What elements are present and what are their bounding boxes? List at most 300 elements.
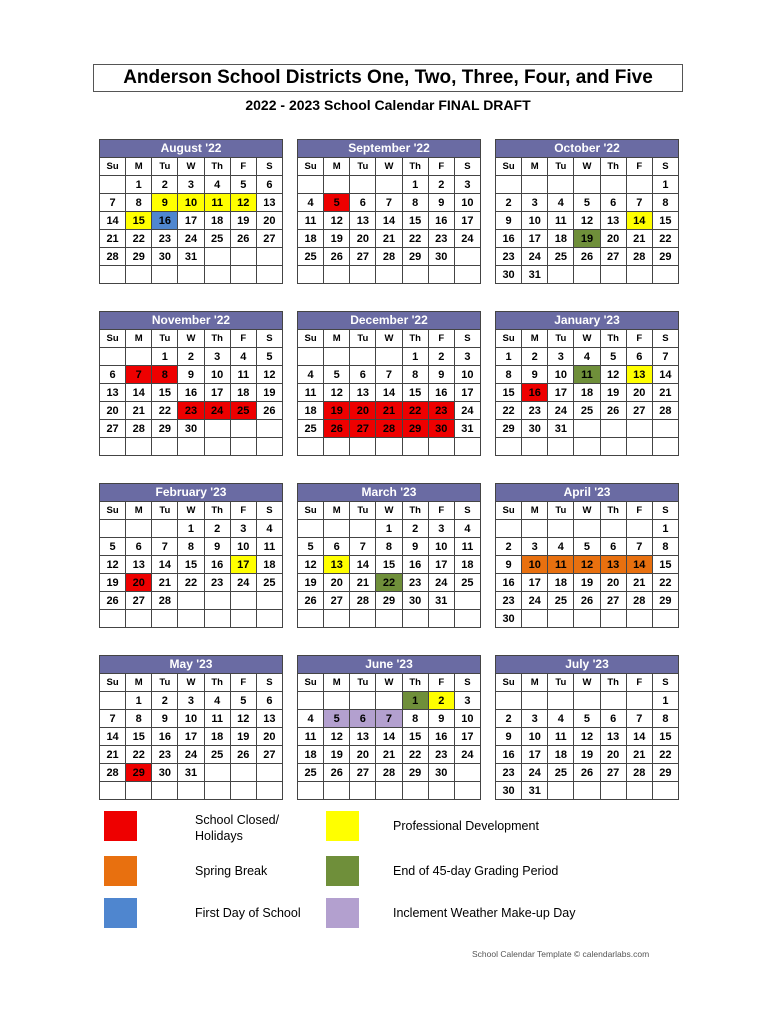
empty-cell xyxy=(496,176,522,194)
weekday-header: Su xyxy=(496,502,522,520)
weekday-header: Th xyxy=(204,674,230,692)
day-cell: 14 xyxy=(126,384,152,402)
day-cell: 15 xyxy=(652,728,678,746)
empty-cell xyxy=(402,438,428,456)
day-cell: 1 xyxy=(652,176,678,194)
day-cell: 3 xyxy=(454,176,480,194)
day-cell: 27 xyxy=(600,764,626,782)
day-cell: 28 xyxy=(376,764,402,782)
day-cell: 28 xyxy=(626,248,652,266)
empty-cell xyxy=(100,782,126,800)
day-cell: 14 xyxy=(100,728,126,746)
day-cell: 12 xyxy=(574,212,600,230)
weekday-header: W xyxy=(574,674,600,692)
day-cell: 25 xyxy=(548,592,574,610)
day-cell: 24 xyxy=(522,764,548,782)
month-header: February '23 xyxy=(99,483,283,501)
day-cell: 28 xyxy=(626,592,652,610)
empty-cell xyxy=(600,266,626,284)
day-cell: 23 xyxy=(496,592,522,610)
day-cell: 6 xyxy=(600,194,626,212)
legend-label: End of 45-day Grading Period xyxy=(393,864,559,878)
weekday-header: Tu xyxy=(548,158,574,176)
empty-cell xyxy=(522,438,548,456)
legend-label: First Day of School xyxy=(195,906,301,920)
day-cell: 9 xyxy=(496,728,522,746)
day-cell: 3 xyxy=(454,348,480,366)
day-cell: 12 xyxy=(230,710,256,728)
day-cell: 7 xyxy=(626,538,652,556)
day-cell: 11 xyxy=(574,366,600,384)
weekday-header: Th xyxy=(402,158,428,176)
weekday-header: Th xyxy=(402,330,428,348)
empty-cell xyxy=(402,266,428,284)
weekday-header: M xyxy=(522,674,548,692)
empty-cell xyxy=(298,610,324,628)
weekday-header: F xyxy=(626,330,652,348)
day-cell: 19 xyxy=(230,728,256,746)
day-cell: 4 xyxy=(230,348,256,366)
day-cell: 9 xyxy=(428,366,454,384)
day-cell: 31 xyxy=(548,420,574,438)
empty-cell xyxy=(324,610,350,628)
day-cell: 19 xyxy=(324,746,350,764)
empty-cell xyxy=(600,420,626,438)
weekday-header: F xyxy=(230,674,256,692)
empty-cell xyxy=(522,520,548,538)
day-cell: 8 xyxy=(652,194,678,212)
day-cell: 27 xyxy=(350,764,376,782)
empty-cell xyxy=(256,266,282,284)
empty-cell xyxy=(100,176,126,194)
weekday-header: W xyxy=(574,502,600,520)
day-cell: 8 xyxy=(652,710,678,728)
empty-cell xyxy=(454,610,480,628)
day-cell: 20 xyxy=(350,746,376,764)
day-cell: 9 xyxy=(428,710,454,728)
day-cell: 15 xyxy=(152,384,178,402)
day-cell: 5 xyxy=(574,710,600,728)
weekday-header: Tu xyxy=(152,674,178,692)
day-cell: 30 xyxy=(178,420,204,438)
day-cell: 5 xyxy=(324,194,350,212)
day-cell: 28 xyxy=(652,402,678,420)
day-cell: 6 xyxy=(126,538,152,556)
month-grid xyxy=(99,329,283,456)
day-cell: 30 xyxy=(402,592,428,610)
day-cell: 31 xyxy=(178,764,204,782)
day-cell: 6 xyxy=(100,366,126,384)
weekday-header: Th xyxy=(402,674,428,692)
day-cell: 14 xyxy=(376,384,402,402)
empty-cell xyxy=(600,610,626,628)
weekday-header: M xyxy=(324,158,350,176)
weekday-header: Tu xyxy=(152,502,178,520)
day-cell: 29 xyxy=(496,420,522,438)
day-cell: 31 xyxy=(522,782,548,800)
empty-cell xyxy=(230,592,256,610)
weekday-header: W xyxy=(574,158,600,176)
month-calendar xyxy=(99,655,283,800)
day-cell: 25 xyxy=(230,402,256,420)
empty-cell xyxy=(454,592,480,610)
empty-cell xyxy=(350,266,376,284)
empty-cell xyxy=(350,176,376,194)
weekday-header: Su xyxy=(100,674,126,692)
day-cell: 7 xyxy=(376,366,402,384)
day-cell: 19 xyxy=(574,574,600,592)
day-cell: 22 xyxy=(152,402,178,420)
day-cell: 10 xyxy=(178,194,204,212)
day-cell: 14 xyxy=(350,556,376,574)
day-cell: 3 xyxy=(454,692,480,710)
day-cell: 31 xyxy=(428,592,454,610)
empty-cell xyxy=(298,348,324,366)
empty-cell xyxy=(574,610,600,628)
day-cell: 14 xyxy=(152,556,178,574)
day-cell: 4 xyxy=(204,692,230,710)
empty-cell xyxy=(600,692,626,710)
day-cell: 7 xyxy=(350,538,376,556)
empty-cell xyxy=(626,438,652,456)
day-cell: 7 xyxy=(376,194,402,212)
day-cell: 16 xyxy=(428,728,454,746)
month-grid xyxy=(495,329,679,456)
empty-cell xyxy=(548,610,574,628)
day-cell: 2 xyxy=(204,520,230,538)
weekday-header: Tu xyxy=(548,674,574,692)
weekday-header: S xyxy=(256,674,282,692)
empty-cell xyxy=(600,782,626,800)
empty-cell xyxy=(600,438,626,456)
empty-cell xyxy=(626,266,652,284)
weekday-header: F xyxy=(626,674,652,692)
day-cell: 22 xyxy=(402,746,428,764)
day-cell: 28 xyxy=(626,764,652,782)
day-cell: 17 xyxy=(454,212,480,230)
legend-label: School Closed/ Holidays xyxy=(195,813,280,843)
day-cell: 7 xyxy=(126,366,152,384)
day-cell: 19 xyxy=(324,402,350,420)
empty-cell xyxy=(324,348,350,366)
day-cell: 11 xyxy=(298,384,324,402)
day-cell: 21 xyxy=(652,384,678,402)
empty-cell xyxy=(350,520,376,538)
empty-cell xyxy=(204,420,230,438)
day-cell: 12 xyxy=(100,556,126,574)
day-cell: 10 xyxy=(454,194,480,212)
weekday-header: F xyxy=(230,502,256,520)
weekday-header: W xyxy=(376,330,402,348)
day-cell: 24 xyxy=(454,402,480,420)
day-cell: 3 xyxy=(230,520,256,538)
empty-cell xyxy=(454,248,480,266)
legend-swatch xyxy=(104,898,137,928)
weekday-header: Th xyxy=(600,674,626,692)
day-cell: 2 xyxy=(496,710,522,728)
day-cell: 26 xyxy=(574,592,600,610)
day-cell: 12 xyxy=(230,194,256,212)
empty-cell xyxy=(324,438,350,456)
day-cell: 13 xyxy=(324,556,350,574)
day-cell: 26 xyxy=(324,420,350,438)
day-cell: 26 xyxy=(600,402,626,420)
day-cell: 11 xyxy=(230,366,256,384)
day-cell: 9 xyxy=(152,194,178,212)
day-cell: 13 xyxy=(600,556,626,574)
day-cell: 10 xyxy=(522,556,548,574)
empty-cell xyxy=(428,610,454,628)
month-calendar xyxy=(297,655,481,800)
weekday-header: Th xyxy=(204,330,230,348)
day-cell: 28 xyxy=(376,248,402,266)
empty-cell xyxy=(402,610,428,628)
empty-cell xyxy=(178,782,204,800)
day-cell: 23 xyxy=(428,230,454,248)
weekday-header: M xyxy=(522,158,548,176)
month-header: July '23 xyxy=(495,655,679,673)
day-cell: 13 xyxy=(350,212,376,230)
day-cell: 20 xyxy=(256,728,282,746)
empty-cell xyxy=(548,782,574,800)
empty-cell xyxy=(522,692,548,710)
day-cell: 5 xyxy=(600,348,626,366)
weekday-header: Su xyxy=(298,502,324,520)
legend-swatch xyxy=(326,898,359,928)
day-cell: 21 xyxy=(376,230,402,248)
empty-cell xyxy=(178,438,204,456)
month-calendar xyxy=(495,655,679,800)
month-grid xyxy=(495,673,679,800)
day-cell: 29 xyxy=(652,248,678,266)
day-cell: 26 xyxy=(230,230,256,248)
day-cell: 9 xyxy=(496,212,522,230)
day-cell: 10 xyxy=(522,212,548,230)
empty-cell xyxy=(496,692,522,710)
day-cell: 20 xyxy=(626,384,652,402)
legend-swatch xyxy=(326,811,359,841)
day-cell: 22 xyxy=(126,746,152,764)
day-cell: 29 xyxy=(402,764,428,782)
day-cell: 11 xyxy=(548,212,574,230)
day-cell: 1 xyxy=(652,692,678,710)
weekday-header: Tu xyxy=(350,158,376,176)
day-cell: 12 xyxy=(600,366,626,384)
footer-credit: School Calendar Template © calendarlabs.com xyxy=(472,949,650,959)
empty-cell xyxy=(152,266,178,284)
day-cell: 5 xyxy=(256,348,282,366)
day-cell: 14 xyxy=(376,728,402,746)
empty-cell xyxy=(626,520,652,538)
weekday-header: W xyxy=(178,330,204,348)
day-cell: 24 xyxy=(454,746,480,764)
day-cell: 17 xyxy=(230,556,256,574)
day-cell: 9 xyxy=(402,538,428,556)
day-cell: 27 xyxy=(626,402,652,420)
empty-cell xyxy=(298,520,324,538)
day-cell: 9 xyxy=(428,194,454,212)
empty-cell xyxy=(350,348,376,366)
day-cell: 26 xyxy=(574,764,600,782)
empty-cell xyxy=(230,438,256,456)
empty-cell xyxy=(298,266,324,284)
empty-cell xyxy=(178,610,204,628)
empty-cell xyxy=(324,520,350,538)
empty-cell xyxy=(652,266,678,284)
day-cell: 9 xyxy=(204,538,230,556)
day-cell: 5 xyxy=(230,176,256,194)
legend-swatch xyxy=(104,856,137,886)
day-cell: 27 xyxy=(600,592,626,610)
empty-cell xyxy=(376,782,402,800)
day-cell: 17 xyxy=(178,212,204,230)
weekday-header: S xyxy=(652,502,678,520)
day-cell: 17 xyxy=(454,728,480,746)
empty-cell xyxy=(256,438,282,456)
day-cell: 1 xyxy=(376,520,402,538)
day-cell: 26 xyxy=(100,592,126,610)
day-cell: 7 xyxy=(100,194,126,212)
day-cell: 29 xyxy=(376,592,402,610)
day-cell: 18 xyxy=(548,230,574,248)
day-cell: 6 xyxy=(256,692,282,710)
day-cell: 18 xyxy=(298,746,324,764)
day-cell: 1 xyxy=(178,520,204,538)
day-cell: 25 xyxy=(548,248,574,266)
day-cell: 25 xyxy=(298,764,324,782)
day-cell: 4 xyxy=(298,194,324,212)
weekday-header: Su xyxy=(100,330,126,348)
day-cell: 22 xyxy=(402,402,428,420)
day-cell: 16 xyxy=(152,212,178,230)
day-cell: 23 xyxy=(428,402,454,420)
day-cell: 28 xyxy=(376,420,402,438)
legend-label: Inclement Weather Make-up Day xyxy=(393,906,576,920)
empty-cell xyxy=(126,520,152,538)
day-cell: 3 xyxy=(178,692,204,710)
day-cell: 5 xyxy=(324,710,350,728)
empty-cell xyxy=(574,692,600,710)
day-cell: 18 xyxy=(454,556,480,574)
weekday-header: S xyxy=(652,330,678,348)
empty-cell xyxy=(574,520,600,538)
month-calendar xyxy=(297,139,481,284)
day-cell: 2 xyxy=(178,348,204,366)
day-cell: 7 xyxy=(152,538,178,556)
day-cell: 22 xyxy=(496,402,522,420)
empty-cell xyxy=(298,692,324,710)
empty-cell xyxy=(152,520,178,538)
month-grid xyxy=(495,501,679,628)
empty-cell xyxy=(100,610,126,628)
day-cell: 12 xyxy=(574,556,600,574)
legend-label: Spring Break xyxy=(195,864,268,878)
day-cell: 26 xyxy=(298,592,324,610)
day-cell: 3 xyxy=(548,348,574,366)
day-cell: 31 xyxy=(454,420,480,438)
month-grid xyxy=(297,501,481,628)
empty-cell xyxy=(626,420,652,438)
day-cell: 5 xyxy=(100,538,126,556)
day-cell: 4 xyxy=(298,710,324,728)
empty-cell xyxy=(652,438,678,456)
day-cell: 22 xyxy=(126,230,152,248)
day-cell: 24 xyxy=(454,230,480,248)
empty-cell xyxy=(204,782,230,800)
empty-cell xyxy=(428,266,454,284)
day-cell: 23 xyxy=(428,746,454,764)
month-header: May '23 xyxy=(99,655,283,673)
day-cell: 1 xyxy=(496,348,522,366)
day-cell: 30 xyxy=(496,266,522,284)
day-cell: 25 xyxy=(204,746,230,764)
weekday-header: M xyxy=(126,330,152,348)
day-cell: 18 xyxy=(230,384,256,402)
day-cell: 8 xyxy=(178,538,204,556)
empty-cell xyxy=(152,782,178,800)
day-cell: 1 xyxy=(652,520,678,538)
day-cell: 8 xyxy=(126,710,152,728)
day-cell: 25 xyxy=(256,574,282,592)
day-cell: 29 xyxy=(126,764,152,782)
weekday-header: S xyxy=(652,158,678,176)
day-cell: 31 xyxy=(522,266,548,284)
day-cell: 20 xyxy=(600,230,626,248)
day-cell: 19 xyxy=(230,212,256,230)
empty-cell xyxy=(350,438,376,456)
weekday-header: Tu xyxy=(152,330,178,348)
empty-cell xyxy=(256,248,282,266)
day-cell: 1 xyxy=(402,176,428,194)
day-cell: 13 xyxy=(626,366,652,384)
day-cell: 22 xyxy=(178,574,204,592)
month-calendar xyxy=(297,311,481,456)
day-cell: 19 xyxy=(256,384,282,402)
day-cell: 21 xyxy=(376,746,402,764)
day-cell: 27 xyxy=(350,420,376,438)
day-cell: 18 xyxy=(256,556,282,574)
day-cell: 27 xyxy=(256,746,282,764)
day-cell: 8 xyxy=(126,194,152,212)
day-cell: 11 xyxy=(204,194,230,212)
empty-cell xyxy=(548,520,574,538)
weekday-header: S xyxy=(256,330,282,348)
day-cell: 3 xyxy=(204,348,230,366)
day-cell: 23 xyxy=(522,402,548,420)
day-cell: 31 xyxy=(178,248,204,266)
day-cell: 11 xyxy=(454,538,480,556)
day-cell: 10 xyxy=(548,366,574,384)
day-cell: 21 xyxy=(626,574,652,592)
day-cell: 15 xyxy=(126,728,152,746)
empty-cell xyxy=(324,692,350,710)
empty-cell xyxy=(652,782,678,800)
day-cell: 26 xyxy=(256,402,282,420)
day-cell: 21 xyxy=(626,746,652,764)
day-cell: 24 xyxy=(178,746,204,764)
weekday-header: Th xyxy=(600,158,626,176)
day-cell: 18 xyxy=(574,384,600,402)
empty-cell xyxy=(454,266,480,284)
day-cell: 25 xyxy=(574,402,600,420)
day-cell: 21 xyxy=(376,402,402,420)
empty-cell xyxy=(454,438,480,456)
day-cell: 20 xyxy=(600,574,626,592)
day-cell: 15 xyxy=(178,556,204,574)
empty-cell xyxy=(324,266,350,284)
empty-cell xyxy=(100,692,126,710)
weekday-header: Su xyxy=(100,502,126,520)
